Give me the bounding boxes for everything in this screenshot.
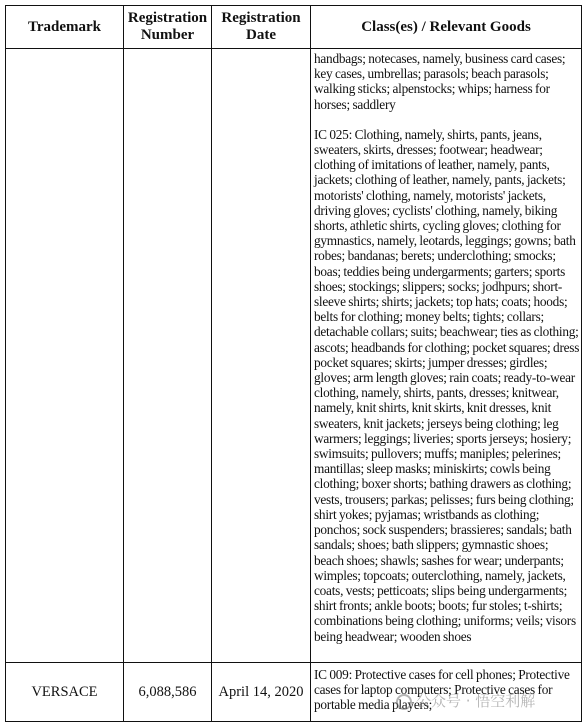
- registration-date-cell: [212, 49, 311, 663]
- header-registration-date: Registration Date: [212, 6, 311, 49]
- goods-paragraph: handbags; notecases, namely, business card cases; key cases, umbrellas; parasols; beach parasols; walking sticks; alpenstocks; whips; harness for horses; saddlery: [314, 51, 566, 112]
- table-row: [6, 49, 582, 663]
- watermark-text: 公众号 · 悟空利解: [416, 692, 536, 710]
- header-registration-number: Registration Number: [124, 6, 212, 49]
- trademark-table: [5, 5, 582, 722]
- goods-cell: [311, 49, 582, 663]
- header-row: [6, 6, 582, 49]
- header-goods: Class(es) / Relevant Goods: [311, 6, 582, 49]
- registration-date-cell: April 14, 2020: [212, 663, 311, 722]
- wechat-icon: [396, 694, 412, 710]
- trademark-cell: VERSACE: [6, 663, 124, 722]
- goods-paragraph: IC 025: Clothing, namely, shirts, pants, jeans, sweaters, skirts, dresses; footwear; headwear; clothing of imitations of leather, namely, pants, jackets; clothing of leather, namely, pants, jackets; motorists' clothing, namely, motorists' jackets, driving gloves; cyclists' clothing, namely, biking shorts, athletic shirts, cycling gloves; clothing for gymnastics, namely, leotards, leggings; gowns; bath robes; bandanas; berets; underclothing; smocks; boas; teddies being undergarments; garters; sports shoes; stockings; slippers; socks; jodhpurs; short-sleeve shirts; shirts; jackets; top hats; coats; hoods; belts for clothing; money belts; tights; collars; detachable collars; suits; beachwear; ties as clothing; ascots; headbands for clothing; pocket squares; dress pocket squares; skirts; jumper dresses; girdles; gloves; arm length gloves; rain coats; ready-to-wear clothing, namely, shirts, pants, dresses; knitwear, namely, knit shirts, knit skirts, knit dresses, knit sweaters, knit jackets; jerseys being clothing; leg warmers; leggings; liveries; sports jerseys; hosiery; swimsuits; pullovers; muffs; maniples; pelerines; mantillas; sleep masks; miniskirts; cowls being clothing; boxer shorts; bathing drawers as clothing; vests, trousers; parkas; pelisses; furs being clothing; shirt yokes; pyjamas; wristbands as clothing; ponchos; sock suspenders; brassieres; sandals; bath sandals; shoes; bath slippers; gymnastic shoes; beach shoes; shawls; sashes for wear; underpants; wimples; topcoats; outerclothing, namely, jackets, coats, vests; petticoats; slips being undergarments; shirt fronts; ankle boots; boots; fur stoles; t-shirts; combinations being clothing; uniforms; veils; visors being headwear; wooden shoes: [314, 126, 580, 644]
- trademark-cell: [6, 49, 124, 663]
- header-trademark: Trademark: [6, 6, 124, 49]
- goods-paragraph: IC 009: Protective cases for cell phones; Protective cases for laptop computers; Protective cases for portable media players;: [314, 667, 570, 713]
- registration-number-cell: [124, 49, 212, 663]
- registration-number-cell: 6,088,586: [124, 663, 212, 722]
- watermark: [396, 690, 535, 711]
